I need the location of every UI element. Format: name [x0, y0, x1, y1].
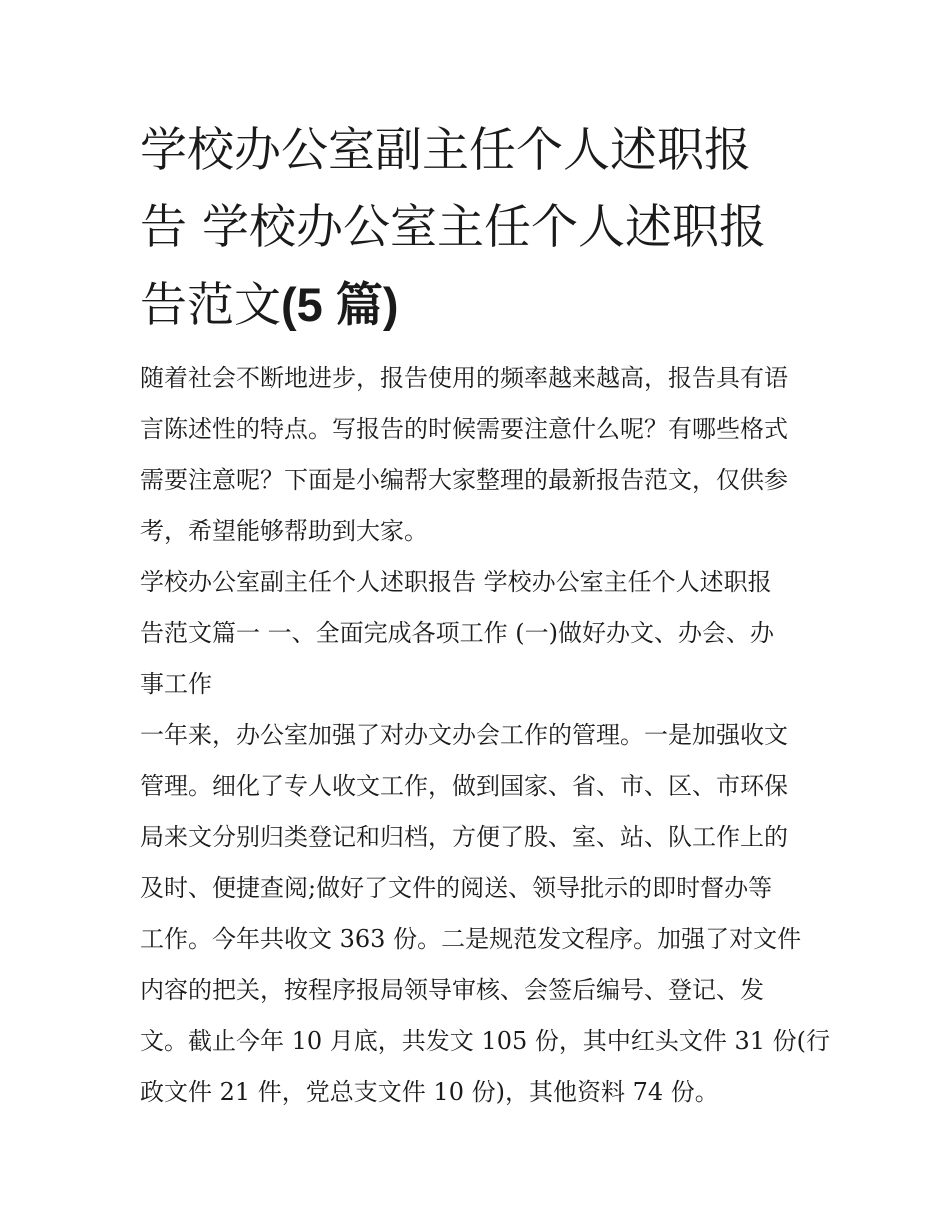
body-line-5: 学校办公室副主任个人述职报告 学校办公室主任个人述职报: [140, 568, 772, 596]
body-line-11: 及时、便捷查阅;做好了文件的阅送、领导批示的即时督办等: [140, 874, 773, 902]
body-line-15: 政文件 21 件，党总支文件 10 份)，其他资料 74 份。: [140, 1078, 719, 1106]
body-line-8: 一年来，办公室加强了对办文办会工作的管理。一是加强收文: [140, 721, 788, 749]
title-count: (5 篇): [281, 278, 399, 331]
body-line-12: 工作。今年共收文 363 份。二是规范发文程序。加强了对文件: [140, 925, 802, 953]
document-body: [140, 353, 830, 1118]
title-line-3-text: 告范文: [140, 278, 281, 333]
body-line-9: 管理。细化了专人收文工作，做到国家、省、市、区、市环保: [140, 772, 788, 800]
title-line-3: [140, 266, 820, 344]
body-line-1: 随着社会不断地进步，报告使用的频率越来越高，报告具有语: [140, 364, 788, 392]
title-line-2: 告 学校办公室主任个人述职报: [140, 200, 766, 255]
body-line-10: 局来文分别归类登记和归档，方便了股、室、站、队工作上的: [140, 823, 788, 851]
body-line-2: 言陈述性的特点。写报告的时候需要注意什么呢？有哪些格式: [140, 415, 788, 443]
body-line-7: 事工作: [140, 670, 212, 698]
document-title: [140, 112, 820, 344]
body-line-14: 文。截止今年 10 月底，共发文 105 份，其中红头文件 31 份(行: [140, 1027, 831, 1055]
body-line-6: 告范文篇一 一、全面完成各项工作 (一)做好办文、办会、办: [140, 619, 774, 647]
body-line-13: 内容的把关，按程序报局领导审核、会签后编号、登记、发: [140, 976, 764, 1004]
body-line-4: 考，希望能够帮助到大家。: [140, 517, 428, 545]
body-line-3: 需要注意呢？下面是小编帮大家整理的最新报告范文，仅供参: [140, 466, 788, 494]
title-line-1: 学校办公室副主任个人述职报: [140, 123, 751, 178]
